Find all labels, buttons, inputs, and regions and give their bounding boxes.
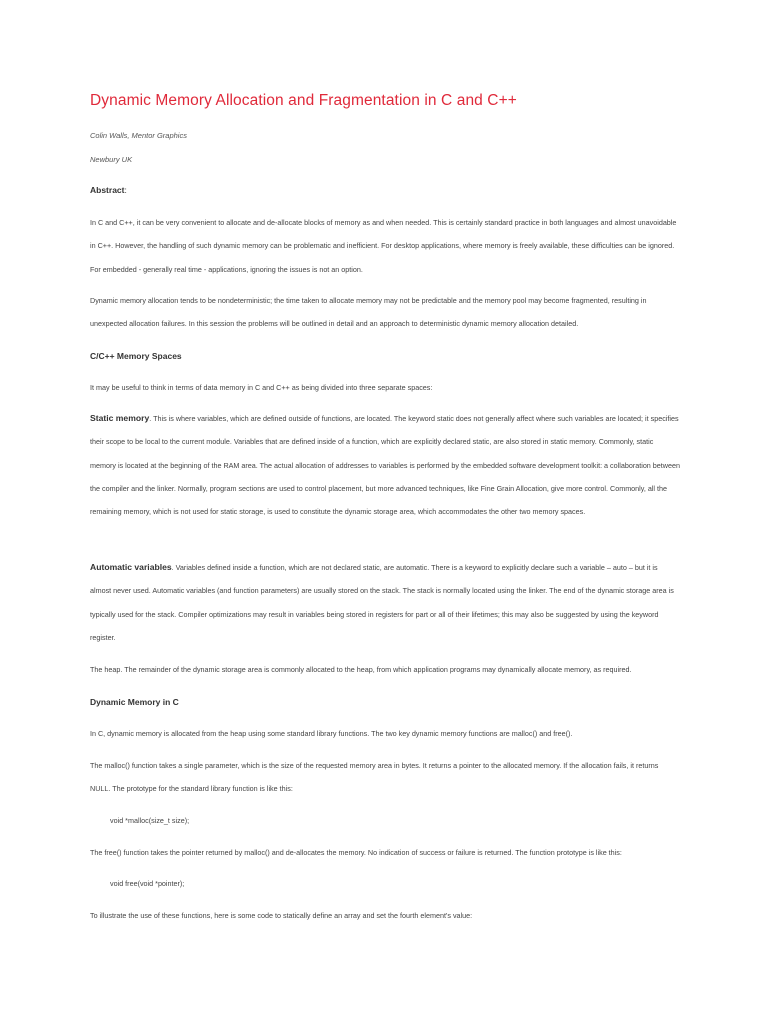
abstract-paragraph-2: Dynamic memory allocation tends to be nondeterministic; the time taken to allocate memory may not be predictable and the memory pool may become fragmented, resulting in unexpected allocation failures. In this session the problems will be outlined in detail and an approach to deterministic dynamic memory allocation detailed.	[90, 296, 647, 329]
automatic-variables-lead: Automatic variables	[90, 562, 172, 572]
abstract-colon: :	[124, 185, 127, 195]
malloc-prototype-code: void *malloc(size_t size);	[110, 816, 190, 825]
free-description-paragraph: The free() function takes the pointer returned by malloc() and de-allocates the memory. No indication of success or failure is returned. The function prototype is like this:	[90, 848, 622, 857]
static-memory-body: . This is where variables, which are defined outside of functions, are located. The keyword static does not generally affect where such variables are located; it specifies their scope to be local to the current module. Variables that are defined inside of a function, which are explicitly declared static, are also stored in static memory. Commonly, static memory is located at the beginning of the RAM area. The actual allocation of addresses to variables is performed by the embedded software development toolkit: a collaboration between the compiler and the linker. Normally, program sections are used to control placement, but more advanced techniques, like Fine Grain Allocation, give more control. Commonly, all the remaining memory, which is not used for static storage, is used to constitute the dynamic storage area, which accommodates the other two memory spaces.	[90, 414, 680, 517]
abstract-heading	[90, 185, 127, 195]
abstract-label: Abstract	[90, 185, 125, 195]
heading-memory-spaces: C/C++ Memory Spaces	[90, 351, 182, 361]
illustrate-paragraph: To illustrate the use of these functions, here is some code to statically define an array and set the fourth element's value:	[90, 911, 473, 920]
automatic-variables-body: . Variables defined inside a function, which are not declared static, are automatic. There is a keyword to explicitly declare such a variable – auto – but it is almost never used. Automatic variables (and function parameters) are usually stored on the stack. The stack is normally located using the linker. The end of the dynamic storage area is typically used for the stack. Compiler optimizations may result in variables being stored in registers for part or all of their lifetimes; this may also be suggested by using the keyword register.	[90, 563, 674, 642]
static-memory-paragraph	[90, 407, 680, 523]
malloc-description-paragraph: The malloc() function takes a single parameter, which is the size of the requested memory area in bytes. It returns a pointer to the allocated memory. If the allocation fails, it returns NULL. The prototype for the standard library function is like this:	[90, 761, 659, 794]
spaces-intro-paragraph: It may be useful to think in terms of data memory in C and C++ as being divided into three separate spaces:	[90, 383, 433, 392]
abstract-paragraph-1: In C and C++, it can be very convenient to allocate and de-allocate blocks of memory as and when needed. This is certainly standard practice in both languages and almost unavoidable in C++. However, the handling of such dynamic memory can be problematic and inefficient. For desktop applications, where memory is freely available, these difficulties can be ignored. For embedded - generally real time - applications, ignoring the issues is not an option.	[90, 218, 677, 274]
author-line: Colin Walls, Mentor Graphics	[90, 131, 187, 140]
dynamic-intro-paragraph: In C, dynamic memory is allocated from the heap using some standard library functions. The two key dynamic memory functions are malloc() and free().	[90, 729, 573, 738]
static-memory-lead: Static memory	[90, 413, 150, 423]
location-line: Newbury UK	[90, 155, 133, 164]
page-title: Dynamic Memory Allocation and Fragmentation in C and C++	[90, 92, 517, 109]
free-prototype-code: void free(void *pointer);	[110, 879, 185, 888]
heading-dynamic-memory-c: Dynamic Memory in C	[90, 697, 179, 707]
automatic-variables-paragraph	[90, 556, 680, 649]
heap-paragraph: The heap. The remainder of the dynamic storage area is commonly allocated to the heap, from which application programs may dynamically allocate memory, as required.	[90, 665, 632, 674]
